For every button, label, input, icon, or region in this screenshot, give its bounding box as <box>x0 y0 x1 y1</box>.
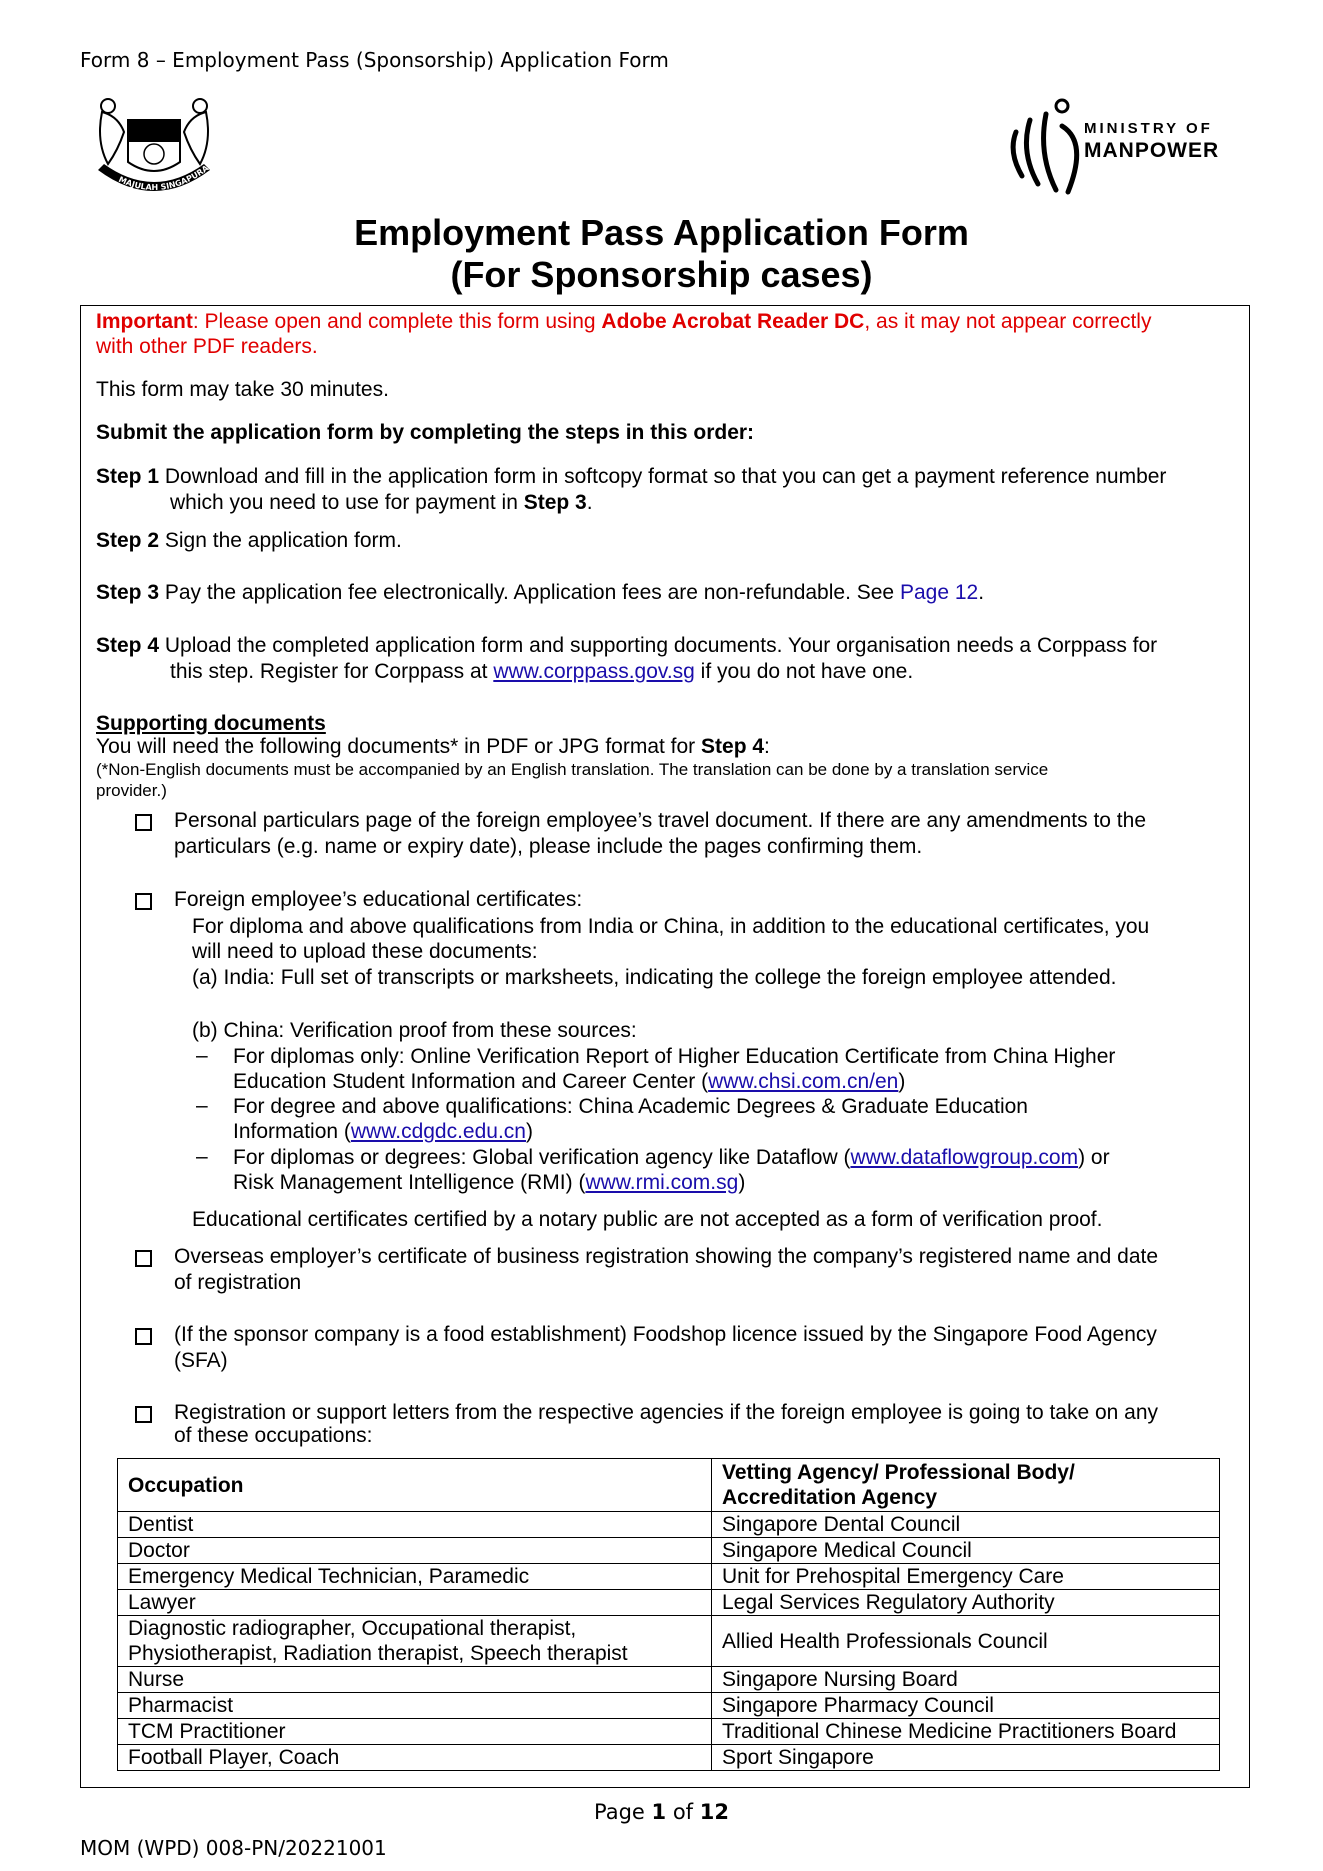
dash: – <box>196 1094 208 1117</box>
page-subtitle: (For Sponsorship cases) <box>450 254 873 295</box>
page-number: Page 1 of 12 <box>594 1800 729 1824</box>
item-education: Foreign employee’s educational certificates: <box>174 888 583 911</box>
item-food: (If the sponsor company is a food establishment) Foodshop licence issued by the Singapore Food Agency <box>174 1323 1157 1346</box>
mom-line1: MINISTRY OF <box>1084 120 1213 137</box>
table-row: Lawyer Legal Services Regulatory Authority <box>118 1590 1220 1616</box>
table-row: Dentist Singapore Dental Council <box>118 1512 1220 1538</box>
corppass-link[interactable]: www.corppass.gov.sg <box>493 660 695 683</box>
supporting-docs-heading: Supporting documents <box>96 712 326 735</box>
checkbox-overseas[interactable] <box>135 1250 152 1267</box>
rmi-link[interactable]: www.rmi.com.sg <box>585 1171 739 1194</box>
dataflow-link[interactable]: www.dataflowgroup.com <box>850 1146 1079 1169</box>
dash: – <box>196 1044 208 1067</box>
india-requirement: (a) India: Full set of transcripts or marksheets, indicating the college the foreign employee attended. <box>192 966 1117 989</box>
checkbox-registration[interactable] <box>135 1406 152 1423</box>
notary-note: Educational certificates certified by a notary public are not accepted as a form of verification proof. <box>192 1208 1103 1231</box>
table-row: Nurse Singapore Nursing Board <box>118 1667 1220 1693</box>
crest-motto: MAJULAH SINGAPURA <box>117 163 211 193</box>
education-detail-cont: will need to upload these documents: <box>192 940 538 963</box>
dash: – <box>196 1145 208 1168</box>
table-header-row <box>118 1459 1220 1512</box>
table-row: TCM Practitioner Traditional Chinese Medicine Practitioners Board <box>118 1719 1220 1745</box>
verification-agency-cont: Risk Management Intelligence (RMI) (www.rmi.com.sg) <box>233 1171 746 1194</box>
china-degree: For degree and above qualifications: China Academic Degrees & Graduate Education <box>233 1095 1028 1118</box>
item-passport: Personal particulars page of the foreign employee’s travel document. If there are any amendments to the <box>174 809 1146 832</box>
verification-agency: For diplomas or degrees: Global verification agency like Dataflow (www.dataflowgroup.com) or <box>233 1146 1110 1169</box>
item-overseas: Overseas employer’s certificate of business registration showing the company’s registered name and date <box>174 1245 1159 1268</box>
form-duration: This form may take 30 minutes. <box>96 378 389 401</box>
chsi-link[interactable]: www.chsi.com.cn/en <box>708 1070 899 1093</box>
submit-heading: Submit the application form by completing the steps in this order: <box>96 421 755 444</box>
step-1: Step 1 Download and fill in the application form in softcopy format so that you can get a payment reference number <box>96 465 1167 488</box>
mom-line2: MANPOWER <box>1084 139 1220 162</box>
step-3: Step 3 Pay the application fee electronically. Application fees are non-refundable. See Page 12. <box>96 581 985 604</box>
item-food-cont: (SFA) <box>174 1349 228 1372</box>
step-4: Step 4 Upload the completed application form and supporting documents. Your organisation needs a Corppass for <box>96 634 1158 657</box>
header-agency: Vetting Agency/ Professional Body/ Accreditation Agency <box>712 1459 1220 1512</box>
supporting-docs-intro: You will need the following documents* in PDF or JPG format for Step 4: <box>96 735 770 758</box>
document-code: MOM (WPD) 008-PN/20221001 <box>80 1836 387 1860</box>
cdgdc-link[interactable]: www.cdgdc.edu.cn <box>350 1120 526 1143</box>
china-degree-cont: Information (www.cdgdc.edu.cn) <box>233 1120 533 1143</box>
checkbox-education[interactable] <box>135 893 152 910</box>
table-row: Pharmacist Singapore Pharmacy Council <box>118 1693 1220 1719</box>
item-registration: Registration or support letters from the respective agencies if the foreign employee is going to take on any <box>174 1401 1159 1424</box>
step-2: Step 2 Sign the application form. <box>96 529 402 552</box>
reader-name: Adobe Acrobat Reader DC <box>601 310 865 333</box>
singapore-crest-logo <box>88 92 220 202</box>
china-diploma-cont: Education Student Information and Career Center (www.chsi.com.cn/en) <box>233 1070 906 1093</box>
table-row: Diagnostic radiographer, Occupational therapist, Physiotherapist, Radiation therapist, Speech therapist Allied Health Professionals Council <box>118 1616 1220 1667</box>
item-registration-cont: of these occupations: <box>174 1424 373 1447</box>
item-passport-cont: particulars (e.g. name or expiry date), please include the pages confirming them. <box>174 835 923 858</box>
table-row: Doctor Singapore Medical Council <box>118 1538 1220 1564</box>
page-12-link[interactable]: Page 12 <box>899 581 979 604</box>
translation-note: (*Non-English documents must be accompanied by an English translation. The translation can be done by a translation service <box>96 760 1049 779</box>
education-detail: For diploma and above qualifications from India or China, in addition to the educational certificates, you <box>192 915 1150 938</box>
form-header: Form 8 – Employment Pass (Sponsorship) Application Form <box>80 48 669 72</box>
important-notice: Important: Please open and complete this form using Adobe Acrobat Reader DC, as it may not appear correctly <box>96 310 1152 333</box>
table-row: Football Player, Coach Sport Singapore <box>118 1745 1220 1771</box>
occupation-table <box>117 1458 1220 1771</box>
mom-wordmark <box>1084 118 1219 162</box>
translation-note-cont: provider.) <box>96 781 167 800</box>
item-overseas-cont: of registration <box>174 1271 302 1294</box>
checkbox-food[interactable] <box>135 1328 152 1345</box>
page-title: Employment Pass Application Form <box>354 212 969 253</box>
step-1-cont: which you need to use for payment in Step 3. <box>170 491 593 514</box>
important-label: Important <box>96 310 193 333</box>
header-occupation: Occupation <box>118 1459 712 1512</box>
important-notice-cont: with other PDF readers. <box>96 335 318 358</box>
checkbox-passport[interactable] <box>135 814 152 831</box>
step-4-cont: this step. Register for Corppass at www.corppass.gov.sg if you do not have one. <box>170 660 914 683</box>
table-row: Emergency Medical Technician, Paramedic Unit for Prehospital Emergency Care <box>118 1564 1220 1590</box>
china-diploma: For diplomas only: Online Verification Report of Higher Education Certificate from China Higher <box>233 1045 1116 1068</box>
china-requirement: (b) China: Verification proof from these sources: <box>192 1019 637 1042</box>
